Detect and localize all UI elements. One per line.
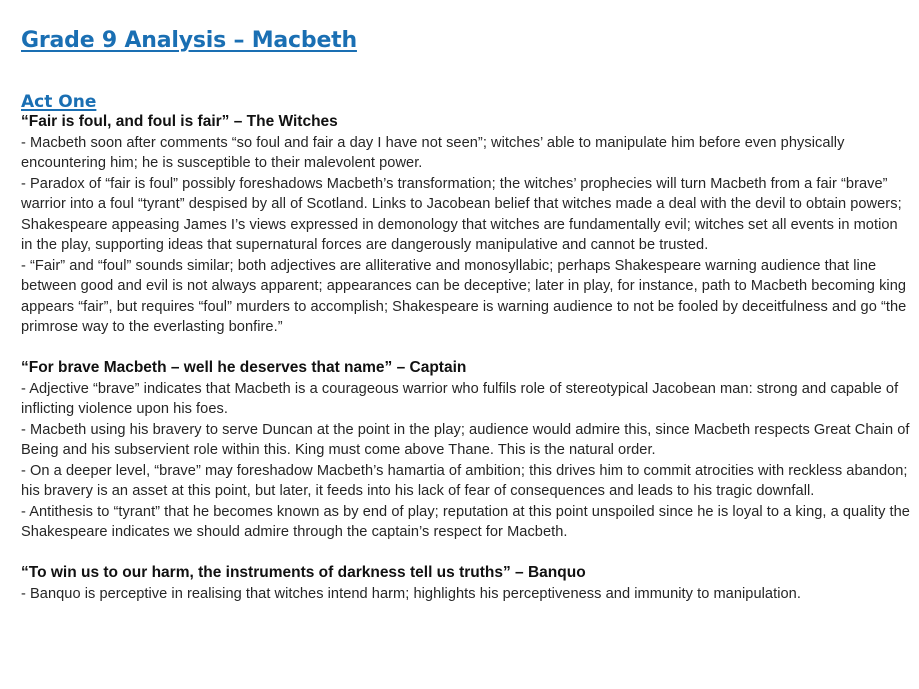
quote-section-banquo xyxy=(21,563,911,604)
document-page xyxy=(21,26,911,604)
analysis-point: - Paradox of “fair is foul” possibly foreshadows Macbeth’s transformation; the witches’ prophecies will turn Macbeth from a fair “brave” warrior into a foul “tyrant” despised by all of Scotland. Links to Jacobean belief that witches made a deal with the devil to obtain powers; Shakespeare appeasing James I’s views expressed in demonology that witches are fundamentally evil; witches set all events in motion in the play, supporting ideas that supernatural forces are dangerously manipulative and cannot be trusted. xyxy=(21,175,902,253)
analysis-point: - Macbeth using his bravery to serve Duncan at the point in the play; audience would admire this, since Macbeth respects Great Chain of Being and his subservient role within this. King must come above Thane. This is the natural order. xyxy=(21,421,910,458)
document-title: Grade 9 Analysis – Macbeth xyxy=(21,28,357,53)
quote-section-captain xyxy=(21,358,911,543)
analysis-point: - “Fair” and “foul” sounds similar; both adjectives are alliterative and monosyllabic; perhaps Shakespeare warning audience that line between good and evil is not always apparent; appearances can be deceptive; later in play, for instance, path to Macbeth becoming king appears “fair”, but requires “foul” murders to accomplish; Shakespeare is warning audience to not be fooled by deceitfulness and go “the primrose way to the everlasting bonfire.” xyxy=(21,257,907,335)
quote-heading: “For brave Macbeth – well he deserves that name” – Captain xyxy=(21,359,467,376)
quote-heading: “Fair is foul, and foul is fair” – The Witches xyxy=(21,113,338,130)
quote-section-witches xyxy=(21,112,911,338)
act-heading: Act One xyxy=(21,92,97,112)
analysis-point: - On a deeper level, “brave” may foreshadow Macbeth’s hamartia of ambition; this drives him to commit atrocities with reckless abandon; his bravery is an asset at this point, but later, it feeds into his lack of fear of consequences and leads to his tragic downfall. xyxy=(21,462,908,499)
quote-heading: “To win us to our harm, the instruments of darkness tell us truths” – Banquo xyxy=(21,564,586,581)
analysis-point: - Antithesis to “tyrant” that he becomes known as by end of play; reputation at this point unspoiled since he is loyal to a king, a quality the Shakespeare indicates we should admire through the captain’s respect for Macbeth. xyxy=(21,503,910,540)
analysis-point: - Banquo is perceptive in realising that witches intend harm; highlights his perceptiveness and immunity to manipulation. xyxy=(21,585,801,602)
analysis-point: - Macbeth soon after comments “so foul and fair a day I have not seen”; witches’ able to manipulate him before even physically encountering him; he is susceptible to their malevolent power. xyxy=(21,134,845,171)
analysis-point: - Adjective “brave” indicates that Macbeth is a courageous warrior who fulfils role of stereotypical Jacobean man: strong and capable of inflicting violence upon his foes. xyxy=(21,380,899,417)
